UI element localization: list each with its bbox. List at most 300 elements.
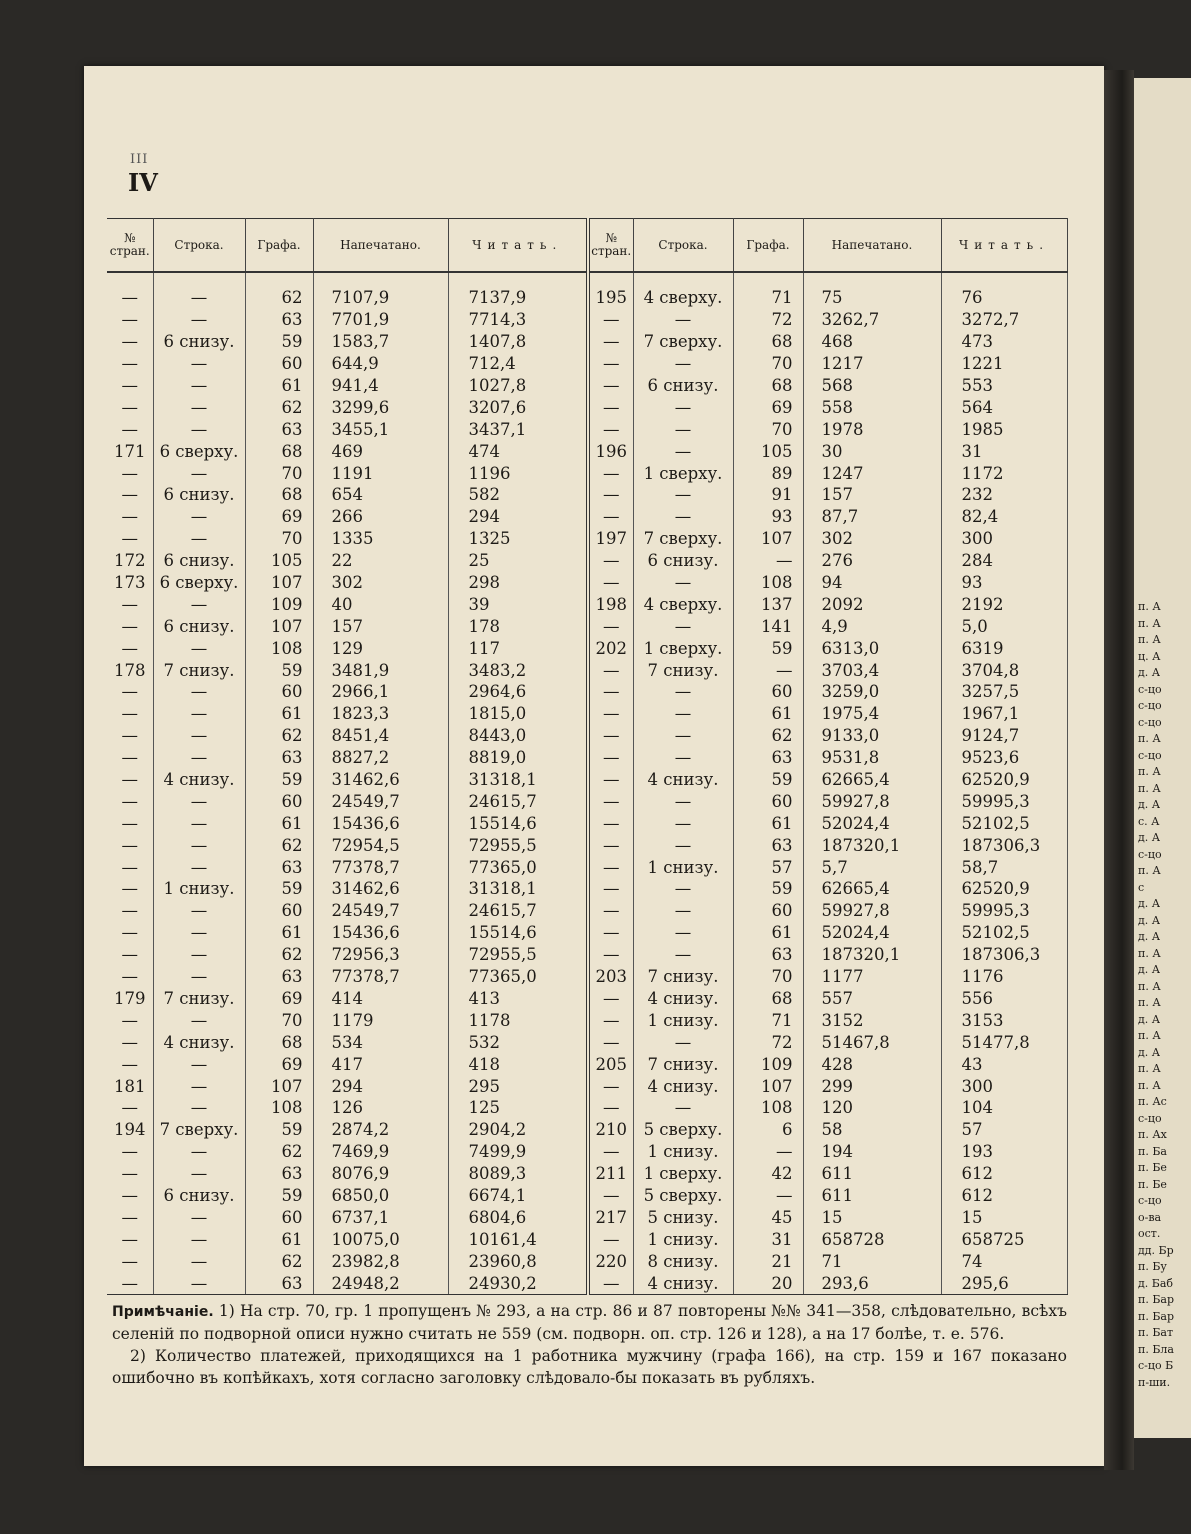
cell-page-2: — bbox=[588, 1185, 633, 1207]
cell-column-2: — bbox=[733, 1141, 803, 1163]
cell-page: — bbox=[107, 747, 153, 769]
cell-page: — bbox=[107, 1272, 153, 1294]
cell-printed-2: 58 bbox=[803, 1119, 941, 1141]
cell-column: 63 bbox=[245, 1272, 313, 1294]
cell-column-2: 107 bbox=[733, 1075, 803, 1097]
cell-column-2: 109 bbox=[733, 1053, 803, 1075]
facing-page-text: д. А bbox=[1138, 831, 1161, 844]
cell-read: 8819,0 bbox=[448, 747, 588, 769]
table-row bbox=[107, 1141, 1067, 1163]
cell-read-2: 57 bbox=[941, 1119, 1067, 1141]
cell-printed: 2874,2 bbox=[313, 1119, 448, 1141]
table-row bbox=[107, 528, 1067, 550]
cell-page: 181 bbox=[107, 1075, 153, 1097]
cell-column-2: 63 bbox=[733, 834, 803, 856]
cell-read: 72955,5 bbox=[448, 944, 588, 966]
cell-page: — bbox=[107, 272, 153, 309]
facing-page-text: с-цо bbox=[1138, 847, 1162, 861]
cell-column-2: 31 bbox=[733, 1228, 803, 1250]
facing-page-text: д. А bbox=[1138, 1045, 1161, 1059]
cell-column-2: 60 bbox=[733, 681, 803, 703]
table-row bbox=[107, 1053, 1067, 1075]
cell-read-2: 74 bbox=[941, 1250, 1067, 1272]
cell-read: 582 bbox=[448, 484, 588, 506]
cell-printed-2: 2092 bbox=[803, 593, 941, 615]
cell-line: — bbox=[153, 375, 245, 397]
cell-read: 23960,8 bbox=[448, 1250, 588, 1272]
cell-column-2: 108 bbox=[733, 1097, 803, 1119]
cell-read-2: 1221 bbox=[941, 353, 1067, 375]
cell-read-2: 300 bbox=[941, 528, 1067, 550]
cell-printed-2: 468 bbox=[803, 331, 941, 353]
cell-read-2: 15 bbox=[941, 1206, 1067, 1228]
cell-read: 7499,9 bbox=[448, 1141, 588, 1163]
cell-page-2: — bbox=[588, 834, 633, 856]
col-header-page-2: № стран. bbox=[588, 219, 633, 273]
table-row bbox=[107, 922, 1067, 944]
cell-printed: 24549,7 bbox=[313, 900, 448, 922]
cell-column: 108 bbox=[245, 1097, 313, 1119]
cell-line: 7 сверху. bbox=[153, 1119, 245, 1141]
cell-printed: 1823,3 bbox=[313, 703, 448, 725]
cell-read-2: 58,7 bbox=[941, 856, 1067, 878]
cell-printed: 77378,7 bbox=[313, 966, 448, 988]
cell-printed-2: 3703,4 bbox=[803, 659, 941, 681]
cell-printed-2: 557 bbox=[803, 988, 941, 1010]
cell-printed-2: 15 bbox=[803, 1206, 941, 1228]
table-header-row bbox=[107, 219, 1067, 273]
cell-read: 8089,3 bbox=[448, 1163, 588, 1185]
cell-printed-2: 299 bbox=[803, 1075, 941, 1097]
cell-line: — bbox=[153, 1009, 245, 1031]
cell-line: — bbox=[153, 462, 245, 484]
cell-column-2: 59 bbox=[733, 637, 803, 659]
cell-page: — bbox=[107, 966, 153, 988]
cell-read: 24930,2 bbox=[448, 1272, 588, 1294]
cell-read-2: 93 bbox=[941, 572, 1067, 594]
cell-printed: 1335 bbox=[313, 528, 448, 550]
cell-page: — bbox=[107, 418, 153, 440]
facing-page-text: п. Ах bbox=[1138, 1128, 1167, 1141]
cell-line-2: — bbox=[633, 703, 733, 725]
facing-page-text: ц. А bbox=[1138, 649, 1161, 663]
cell-printed: 6737,1 bbox=[313, 1206, 448, 1228]
cell-line: — bbox=[153, 834, 245, 856]
facing-page-text: п. А bbox=[1138, 633, 1161, 646]
cell-column: 59 bbox=[245, 878, 313, 900]
cell-column: 62 bbox=[245, 396, 313, 418]
cell-column-2: 68 bbox=[733, 988, 803, 1010]
facing-page-text: п. А bbox=[1138, 781, 1161, 795]
cell-page: — bbox=[107, 375, 153, 397]
cell-printed-2: 194 bbox=[803, 1141, 941, 1163]
cell-printed-2: 30 bbox=[803, 440, 941, 462]
cell-read-2: 658725 bbox=[941, 1228, 1067, 1250]
cell-read-2: 9523,6 bbox=[941, 747, 1067, 769]
cell-column-2: 59 bbox=[733, 769, 803, 791]
cell-line-2: 4 снизу. bbox=[633, 988, 733, 1010]
facing-page-text: п. А bbox=[1138, 600, 1161, 613]
facing-page-text: п. А bbox=[1138, 946, 1161, 960]
cell-column-2: 71 bbox=[733, 272, 803, 309]
cell-read: 1178 bbox=[448, 1009, 588, 1031]
cell-line: 4 снизу. bbox=[153, 1031, 245, 1053]
cell-line: 7 снизу. bbox=[153, 988, 245, 1010]
col-header-read: Читать. bbox=[448, 219, 588, 273]
facing-page-text: п. Бе bbox=[1138, 1177, 1167, 1191]
cell-page: — bbox=[107, 1097, 153, 1119]
cell-read: 72955,5 bbox=[448, 834, 588, 856]
cell-column: 60 bbox=[245, 790, 313, 812]
cell-page: 173 bbox=[107, 572, 153, 594]
note-label: Примѣчаніе. bbox=[112, 1304, 214, 1320]
table-row bbox=[107, 1206, 1067, 1228]
facing-page-text: п. Ба bbox=[1138, 1144, 1167, 1158]
cell-page-2: — bbox=[588, 1075, 633, 1097]
cell-line: — bbox=[153, 1075, 245, 1097]
facing-page-text: д. А bbox=[1138, 930, 1161, 943]
cell-line: — bbox=[153, 1097, 245, 1119]
cell-column: 61 bbox=[245, 812, 313, 834]
cell-column: 60 bbox=[245, 681, 313, 703]
table-row bbox=[107, 747, 1067, 769]
table-row bbox=[107, 1163, 1067, 1185]
note-line-2: 2) Количество платежей, приходящихся на 1 работника мужчину (графа 166), на стр. 159 и 167 показано ошибочно въ копѣйкахъ, хотя согласно заголовку слѣдовало-бы показать въ рубляхъ. bbox=[112, 1347, 1067, 1387]
cell-printed-2: 187320,1 bbox=[803, 944, 941, 966]
cell-page: — bbox=[107, 769, 153, 791]
table-row bbox=[107, 272, 1067, 309]
cell-page: — bbox=[107, 615, 153, 637]
cell-read: 294 bbox=[448, 506, 588, 528]
cell-printed-2: 3152 bbox=[803, 1009, 941, 1031]
cell-printed: 126 bbox=[313, 1097, 448, 1119]
cell-printed: 157 bbox=[313, 615, 448, 637]
cell-column: 109 bbox=[245, 593, 313, 615]
table-row bbox=[107, 375, 1067, 397]
cell-line-2: 1 сверху. bbox=[633, 1163, 733, 1185]
cell-column: 105 bbox=[245, 550, 313, 572]
cell-printed-2: 428 bbox=[803, 1053, 941, 1075]
cell-read: 3437,1 bbox=[448, 418, 588, 440]
cell-read-2: 62520,9 bbox=[941, 769, 1067, 791]
cell-printed-2: 3259,0 bbox=[803, 681, 941, 703]
cell-read-2: 52102,5 bbox=[941, 812, 1067, 834]
cell-column: 63 bbox=[245, 966, 313, 988]
cell-read: 1815,0 bbox=[448, 703, 588, 725]
cell-line-2: 4 сверху. bbox=[633, 272, 733, 309]
cell-page: — bbox=[107, 1031, 153, 1053]
note-line-1: 1) На стр. 70, гр. 1 пропущенъ № 293, а на стр. 86 и 87 повторены №№ 341—358, слѣдовательно, всѣхъ селеній по подворной описи нужно считать не 559 (см. подворн. оп. стр. 126 и 128), а на 17 болѣе, т. е. 576. bbox=[112, 1302, 1067, 1343]
cell-read-2: 59995,3 bbox=[941, 790, 1067, 812]
cell-page: — bbox=[107, 703, 153, 725]
facing-page-text: дд. Бр bbox=[1138, 1243, 1174, 1257]
facing-page-text: с-цо bbox=[1138, 1111, 1162, 1125]
cell-column: 63 bbox=[245, 1163, 313, 1185]
cell-line-2: 6 снизу. bbox=[633, 550, 733, 572]
cell-read: 31318,1 bbox=[448, 878, 588, 900]
cell-line: — bbox=[153, 1272, 245, 1294]
cell-column-2: 63 bbox=[733, 747, 803, 769]
cell-column-2: 60 bbox=[733, 900, 803, 922]
table-row bbox=[107, 550, 1067, 572]
cell-page: — bbox=[107, 484, 153, 506]
cell-printed-2: 187320,1 bbox=[803, 834, 941, 856]
cell-column: 63 bbox=[245, 418, 313, 440]
cell-printed: 1191 bbox=[313, 462, 448, 484]
cell-column-2: 68 bbox=[733, 331, 803, 353]
cell-read: 25 bbox=[448, 550, 588, 572]
facing-page-text: д. Баб bbox=[1138, 1276, 1174, 1290]
footnote bbox=[112, 1300, 1067, 1389]
cell-line-2: 1 сверху. bbox=[633, 637, 733, 659]
cell-page: — bbox=[107, 396, 153, 418]
cell-page-2: — bbox=[588, 900, 633, 922]
table-row bbox=[107, 462, 1067, 484]
cell-read: 418 bbox=[448, 1053, 588, 1075]
cell-printed: 8451,4 bbox=[313, 725, 448, 747]
cell-line: — bbox=[153, 418, 245, 440]
cell-line: — bbox=[153, 1228, 245, 1250]
cell-page-2: 196 bbox=[588, 440, 633, 462]
cell-column-2: — bbox=[733, 1185, 803, 1207]
cell-printed-2: 157 bbox=[803, 484, 941, 506]
cell-printed-2: 59927,8 bbox=[803, 790, 941, 812]
cell-page: — bbox=[107, 309, 153, 331]
cell-page-2: — bbox=[588, 725, 633, 747]
cell-read-2: 31 bbox=[941, 440, 1067, 462]
cell-read: 2904,2 bbox=[448, 1119, 588, 1141]
cell-page: — bbox=[107, 1053, 153, 1075]
cell-printed: 77378,7 bbox=[313, 856, 448, 878]
cell-page: 171 bbox=[107, 440, 153, 462]
cell-printed-2: 302 bbox=[803, 528, 941, 550]
cell-page: — bbox=[107, 681, 153, 703]
cell-read: 2964,6 bbox=[448, 681, 588, 703]
facing-page-text: п. А bbox=[1138, 732, 1161, 745]
cell-page-2: — bbox=[588, 615, 633, 637]
cell-page: — bbox=[107, 331, 153, 353]
cell-read-2: 284 bbox=[941, 550, 1067, 572]
table-row bbox=[107, 593, 1067, 615]
cell-read: 413 bbox=[448, 988, 588, 1010]
cell-printed: 3299,6 bbox=[313, 396, 448, 418]
cell-page-2: 217 bbox=[588, 1206, 633, 1228]
cell-line-2: 1 снизу. bbox=[633, 856, 733, 878]
cell-read-2: 3704,8 bbox=[941, 659, 1067, 681]
facing-page-text: п. А bbox=[1138, 1078, 1161, 1092]
facing-page-text: о-ва bbox=[1138, 1210, 1162, 1224]
cell-column: 59 bbox=[245, 1119, 313, 1141]
cell-printed: 644,9 bbox=[313, 353, 448, 375]
cell-column: 61 bbox=[245, 375, 313, 397]
cell-page-2: — bbox=[588, 1228, 633, 1250]
cell-read-2: 612 bbox=[941, 1185, 1067, 1207]
page-number: IV bbox=[128, 168, 158, 197]
cell-line: — bbox=[153, 900, 245, 922]
facing-page-text: д. А bbox=[1138, 1012, 1161, 1026]
cell-read-2: 6319 bbox=[941, 637, 1067, 659]
cell-printed: 294 bbox=[313, 1075, 448, 1097]
table-row bbox=[107, 1031, 1067, 1053]
cell-column: 62 bbox=[245, 1250, 313, 1272]
cell-page: 179 bbox=[107, 988, 153, 1010]
cell-page: — bbox=[107, 922, 153, 944]
cell-read-2: 59995,3 bbox=[941, 900, 1067, 922]
table-row bbox=[107, 331, 1067, 353]
cell-read-2: 3257,5 bbox=[941, 681, 1067, 703]
facing-page-text: п. Бар bbox=[1138, 1309, 1175, 1323]
cell-column-2: 60 bbox=[733, 790, 803, 812]
cell-page-2: — bbox=[588, 418, 633, 440]
cell-line-2: — bbox=[633, 878, 733, 900]
cell-column: 69 bbox=[245, 506, 313, 528]
cell-line: — bbox=[153, 1206, 245, 1228]
col-header-column-2: Графа. bbox=[733, 219, 803, 273]
cell-column: 69 bbox=[245, 1053, 313, 1075]
table-row bbox=[107, 659, 1067, 681]
cell-read: 1325 bbox=[448, 528, 588, 550]
facing-page-fragment bbox=[1134, 78, 1191, 1438]
cell-column: 107 bbox=[245, 615, 313, 637]
cell-column: 59 bbox=[245, 659, 313, 681]
facing-page-text: д. А bbox=[1138, 798, 1161, 811]
cell-line-2: — bbox=[633, 396, 733, 418]
cell-read-2: 3272,7 bbox=[941, 309, 1067, 331]
cell-column: 63 bbox=[245, 747, 313, 769]
cell-read-2: 612 bbox=[941, 1163, 1067, 1185]
col-header-printed: Напечатано. bbox=[313, 219, 448, 273]
cell-column-2: 105 bbox=[733, 440, 803, 462]
cell-read-2: 193 bbox=[941, 1141, 1067, 1163]
table-row bbox=[107, 637, 1067, 659]
cell-line-2: 5 сверху. bbox=[633, 1185, 733, 1207]
cell-printed: 417 bbox=[313, 1053, 448, 1075]
cell-read-2: 52102,5 bbox=[941, 922, 1067, 944]
facing-page-text: с. А bbox=[1138, 814, 1160, 828]
table-row bbox=[107, 1075, 1067, 1097]
cell-read-2: 187306,3 bbox=[941, 944, 1067, 966]
cell-column-2: — bbox=[733, 550, 803, 572]
cell-read: 8443,0 bbox=[448, 725, 588, 747]
cell-page: — bbox=[107, 462, 153, 484]
cell-printed: 24948,2 bbox=[313, 1272, 448, 1294]
cell-line: 6 снизу. bbox=[153, 615, 245, 637]
cell-column-2: 72 bbox=[733, 309, 803, 331]
cell-page-2: 195 bbox=[588, 272, 633, 309]
cell-printed: 8076,9 bbox=[313, 1163, 448, 1185]
table-row bbox=[107, 988, 1067, 1010]
cell-printed-2: 87,7 bbox=[803, 506, 941, 528]
cell-page-2: — bbox=[588, 659, 633, 681]
cell-line-2: 7 снизу. bbox=[633, 659, 733, 681]
cell-page-2: 210 bbox=[588, 1119, 633, 1141]
cell-column-2: 62 bbox=[733, 725, 803, 747]
cell-printed-2: 62665,4 bbox=[803, 878, 941, 900]
cell-page-2: — bbox=[588, 878, 633, 900]
cell-column-2: 141 bbox=[733, 615, 803, 637]
cell-printed: 534 bbox=[313, 1031, 448, 1053]
cell-printed-2: 52024,4 bbox=[803, 812, 941, 834]
cell-line-2: — bbox=[633, 506, 733, 528]
cell-line: — bbox=[153, 272, 245, 309]
cell-line: — bbox=[153, 790, 245, 812]
table-row bbox=[107, 790, 1067, 812]
cell-line-2: — bbox=[633, 922, 733, 944]
col-header-read-2: Читать. bbox=[941, 219, 1067, 273]
cell-read-2: 1985 bbox=[941, 418, 1067, 440]
cell-printed-2: 120 bbox=[803, 1097, 941, 1119]
facing-page-text: с-цо bbox=[1138, 699, 1162, 712]
cell-read: 6804,6 bbox=[448, 1206, 588, 1228]
cell-page: — bbox=[107, 790, 153, 812]
cell-column-2: 61 bbox=[733, 922, 803, 944]
cell-printed-2: 658728 bbox=[803, 1228, 941, 1250]
table-row bbox=[107, 615, 1067, 637]
cell-column: 108 bbox=[245, 637, 313, 659]
cell-column-2: 69 bbox=[733, 396, 803, 418]
cell-page: 194 bbox=[107, 1119, 153, 1141]
cell-column-2: 91 bbox=[733, 484, 803, 506]
cell-read-2: 43 bbox=[941, 1053, 1067, 1075]
cell-page-2: — bbox=[588, 747, 633, 769]
cell-page-2: — bbox=[588, 1009, 633, 1031]
table-row bbox=[107, 681, 1067, 703]
table-row bbox=[107, 440, 1067, 462]
cell-page-2: — bbox=[588, 812, 633, 834]
cell-column: 62 bbox=[245, 1141, 313, 1163]
facing-page-text: п. А bbox=[1138, 1062, 1161, 1075]
cell-column: 107 bbox=[245, 1075, 313, 1097]
cell-printed: 7701,9 bbox=[313, 309, 448, 331]
cell-line: — bbox=[153, 812, 245, 834]
cell-line-2: 4 снизу. bbox=[633, 769, 733, 791]
cell-printed-2: 558 bbox=[803, 396, 941, 418]
table-row bbox=[107, 484, 1067, 506]
cell-column: 68 bbox=[245, 440, 313, 462]
cell-line-2: — bbox=[633, 747, 733, 769]
cell-printed-2: 94 bbox=[803, 572, 941, 594]
facing-page-text: п. Бла bbox=[1138, 1342, 1174, 1356]
cell-printed: 8827,2 bbox=[313, 747, 448, 769]
cell-page: — bbox=[107, 812, 153, 834]
cell-read: 7137,9 bbox=[448, 272, 588, 309]
cell-page-2: — bbox=[588, 462, 633, 484]
cell-page: — bbox=[107, 1206, 153, 1228]
cell-page-2: — bbox=[588, 681, 633, 703]
facing-page-text: с-цо bbox=[1138, 682, 1162, 696]
cell-read: 532 bbox=[448, 1031, 588, 1053]
col-header-line-2: Строка. bbox=[633, 219, 733, 273]
cell-page-2: — bbox=[588, 396, 633, 418]
cell-column-2: 61 bbox=[733, 812, 803, 834]
cell-line-2: — bbox=[633, 681, 733, 703]
cell-line: — bbox=[153, 725, 245, 747]
cell-read: 24615,7 bbox=[448, 900, 588, 922]
cell-page: — bbox=[107, 353, 153, 375]
cell-column: 62 bbox=[245, 834, 313, 856]
cell-printed: 24549,7 bbox=[313, 790, 448, 812]
cell-column: 107 bbox=[245, 572, 313, 594]
cell-read: 298 bbox=[448, 572, 588, 594]
cell-printed: 2966,1 bbox=[313, 681, 448, 703]
cell-printed-2: 3262,7 bbox=[803, 309, 941, 331]
cell-printed-2: 276 bbox=[803, 550, 941, 572]
cell-page-2: — bbox=[588, 484, 633, 506]
cell-printed: 23982,8 bbox=[313, 1250, 448, 1272]
cell-line-2: — bbox=[633, 353, 733, 375]
cell-column-2: 108 bbox=[733, 572, 803, 594]
facing-page-text: с-цо bbox=[1138, 715, 1162, 729]
